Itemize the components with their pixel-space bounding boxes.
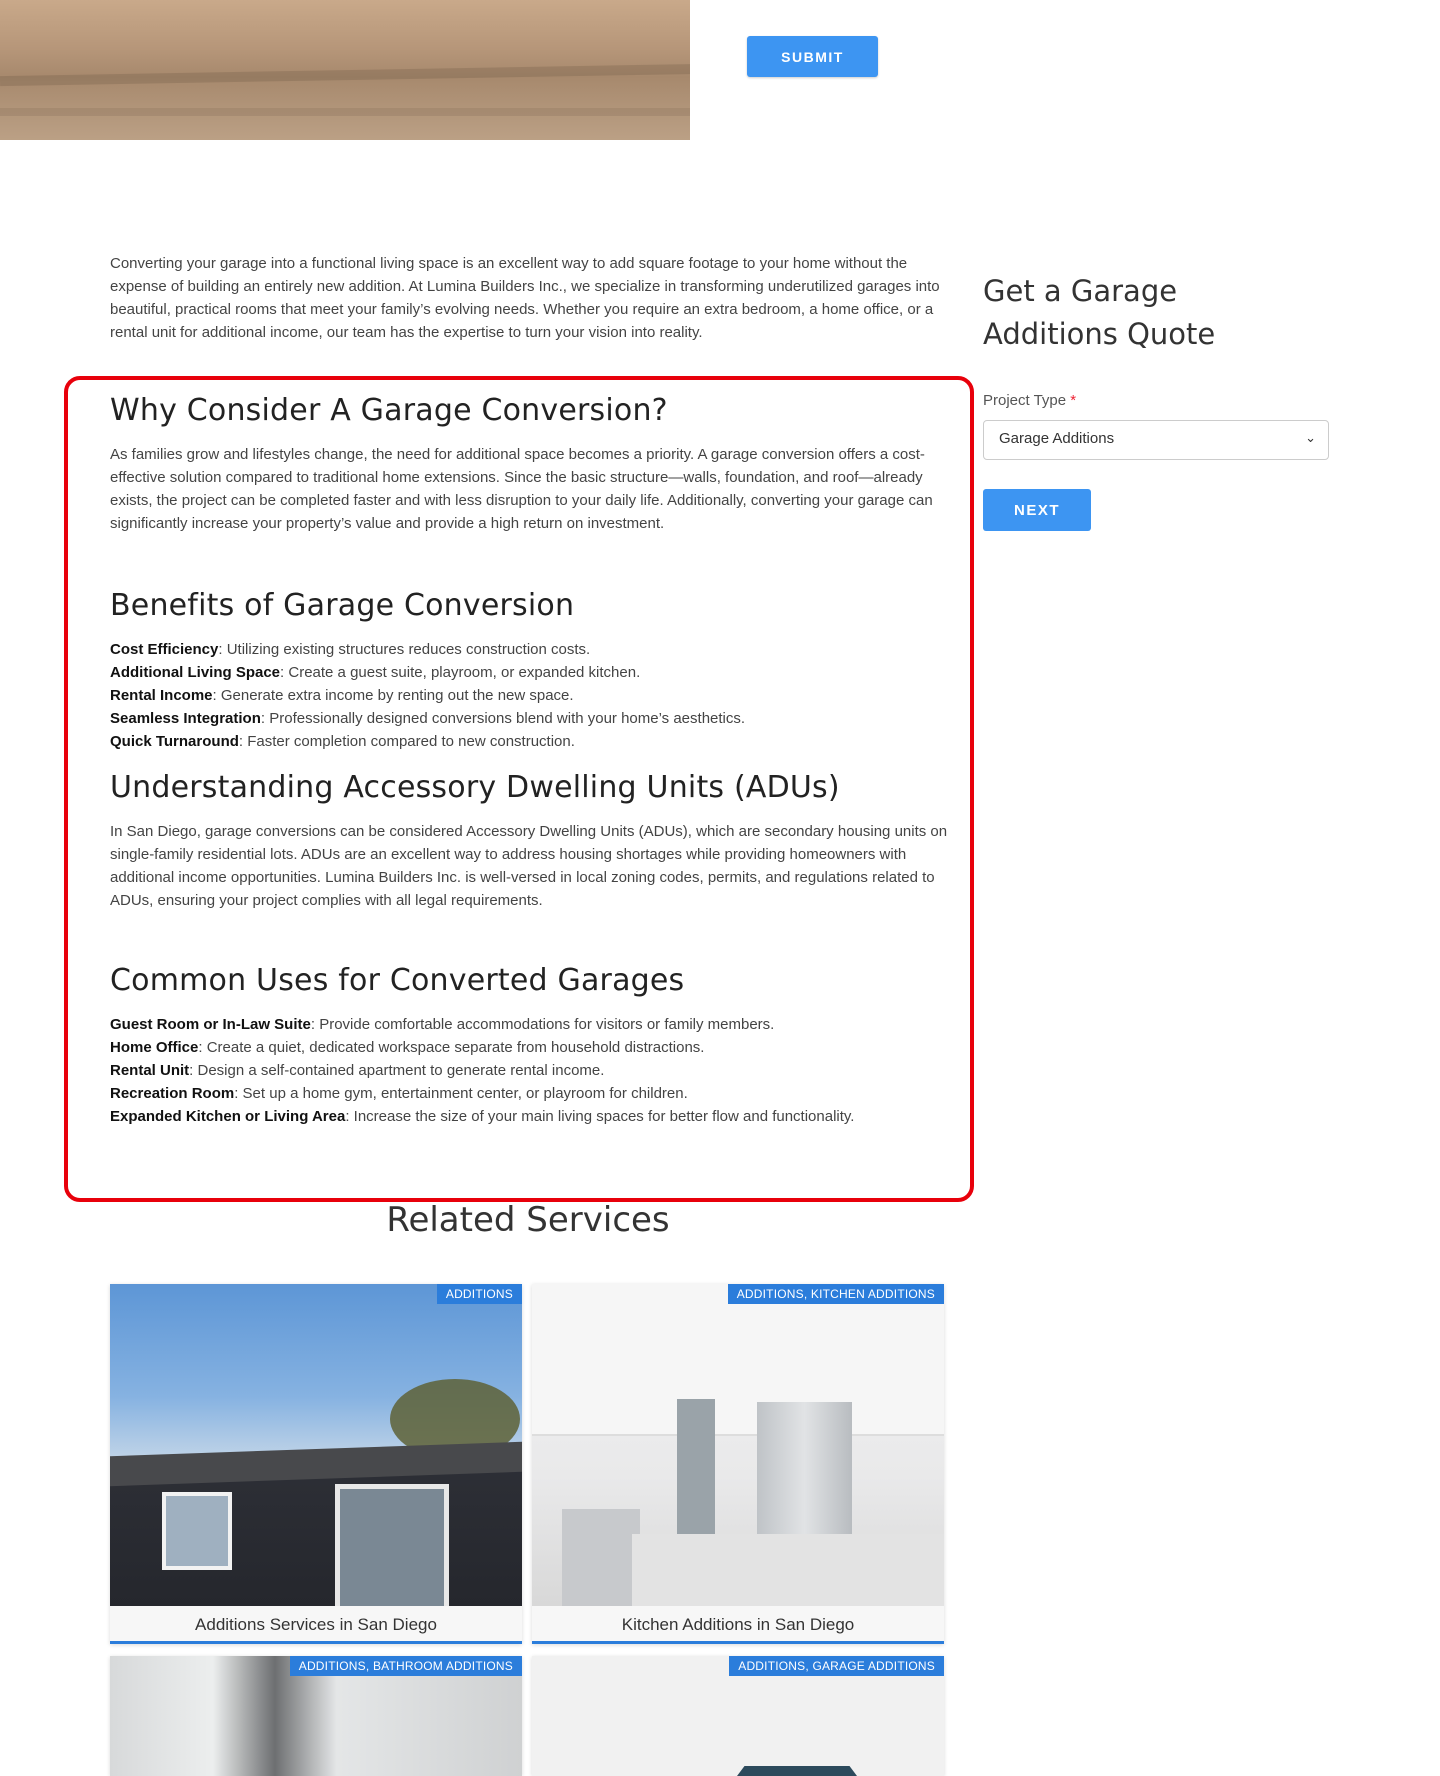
list-item: Rental Income: Generate extra income by renting out the new space.	[110, 687, 574, 704]
list-item: Cost Efficiency: Utilizing existing structures reduces construction costs.	[110, 641, 591, 658]
card-tag[interactable]: ADDITIONS	[437, 1284, 522, 1304]
intro-paragraph: Converting your garage into a functional living space is an excellent way to add square footage to your home without the expense of building an entirely new addition. At Lumina Builders Inc., we specialize in transforming underutilized garages into beautiful, practical rooms that meet your family’s evolving needs. Whether you require an extra bedroom, a home office, or a rental unit for additional income, our team has the expertise to turn your vision into reality.	[110, 255, 940, 341]
service-card-kitchen-additions[interactable]	[532, 1284, 944, 1644]
list-item: Home Office: Create a quiet, dedicated workspace separate from household distractions.	[110, 1039, 705, 1056]
service-card-garage-additions[interactable]	[532, 1656, 944, 1776]
related-services-title: Related Services	[386, 1200, 670, 1240]
adu-heading: Understanding Accessory Dwelling Units (ADUs)	[110, 770, 840, 805]
card-tag[interactable]: ADDITIONS, BATHROOM ADDITIONS	[290, 1656, 522, 1676]
hero-image	[0, 0, 690, 140]
uses-section	[110, 963, 950, 1128]
chevron-down-icon: ⌄	[1305, 430, 1316, 445]
why-body: As families grow and lifestyles change, the need for additional space becomes a priority. A garage conversion offers a cost-effective solution compared to traditional home extensions. Since the basic structure—walls, foundation, and roof—already exists, the project can be completed faster and with less disruption to your daily life. Additionally, converting your garage can significantly increase your property’s value and provide a high return on investment.	[110, 446, 933, 532]
card-caption[interactable]: Additions Services in San Diego	[110, 1606, 522, 1644]
list-item: Rental Unit: Design a self-contained apartment to generate rental income.	[110, 1062, 605, 1079]
card-image	[110, 1284, 522, 1606]
list-item: Seamless Integration: Professionally designed conversions blend with your home’s aesthetics.	[110, 710, 746, 727]
project-type-label: Project Type *	[983, 392, 1077, 409]
card-tag[interactable]: ADDITIONS, KITCHEN ADDITIONS	[728, 1284, 944, 1304]
project-type-select[interactable]	[983, 420, 1329, 460]
submit-button[interactable]: SUBMIT	[747, 36, 878, 77]
adu-body: In San Diego, garage conversions can be considered Accessory Dwelling Units (ADUs), which are secondary housing units on single-family residential lots. ADUs are an excellent way to address housing shortages while providing homeowners with additional income opportunities. Lumina Builders Inc. is well-versed in local zoning codes, permits, and regulations related to ADUs, ensuring your project complies with all legal requirements.	[110, 823, 948, 909]
why-heading: Why Consider A Garage Conversion?	[110, 393, 668, 428]
uses-list	[110, 1013, 950, 1128]
why-section	[110, 393, 950, 535]
project-type-value: Garage Additions	[999, 430, 1115, 447]
list-item: Quick Turnaround: Faster completion compared to new construction.	[110, 733, 575, 750]
list-item: Additional Living Space: Create a guest suite, playroom, or expanded kitchen.	[110, 664, 641, 681]
service-card-additions[interactable]	[110, 1284, 522, 1644]
benefits-section	[110, 588, 950, 753]
adu-section	[110, 770, 950, 912]
card-image	[532, 1284, 944, 1606]
card-caption[interactable]: Kitchen Additions in San Diego	[532, 1606, 944, 1644]
quote-title: Get a Garage Additions Quote	[983, 274, 1216, 351]
uses-heading: Common Uses for Converted Garages	[110, 963, 685, 998]
benefits-list	[110, 638, 950, 753]
list-item: Guest Room or In-Law Suite: Provide comfortable accommodations for visitors or family members.	[110, 1016, 775, 1033]
service-card-bathroom-additions[interactable]	[110, 1656, 522, 1776]
required-mark: *	[1070, 392, 1077, 409]
next-button[interactable]: NEXT	[983, 489, 1091, 531]
list-item: Recreation Room: Set up a home gym, entertainment center, or playroom for children.	[110, 1085, 688, 1102]
card-tag[interactable]: ADDITIONS, GARAGE ADDITIONS	[729, 1656, 944, 1676]
benefits-heading: Benefits of Garage Conversion	[110, 588, 575, 623]
list-item: Expanded Kitchen or Living Area: Increase the size of your main living spaces for better flow and functionality.	[110, 1108, 855, 1125]
